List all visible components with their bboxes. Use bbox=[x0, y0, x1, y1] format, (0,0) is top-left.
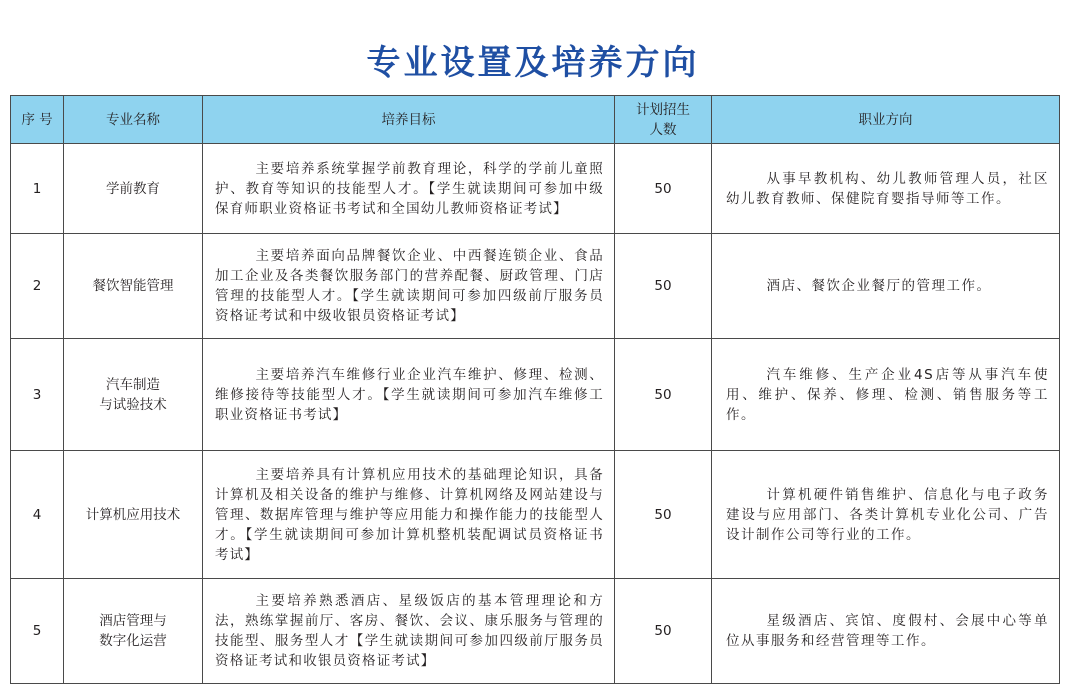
row-career-direction bbox=[712, 144, 1060, 234]
header-training-goal: 培养目标 bbox=[203, 96, 615, 144]
row-enrollment-plan: 50 bbox=[615, 144, 712, 234]
row-major-name bbox=[64, 234, 203, 339]
row-seq: 1 bbox=[11, 144, 64, 234]
training-goal-text: 主要培养熟悉酒店、星级饭店的基本管理理论和方法，熟练掌握前厅、客房、餐饮、会议、康乐服务与管理的技能型、服务型人才【学生就读期间可参加四级前厅服务员资格证考试和收银员资格证考试】 bbox=[215, 593, 604, 669]
table-header-row bbox=[11, 96, 1060, 144]
header-major-name: 专业名称 bbox=[64, 96, 203, 144]
training-goal-text: 主要培养系统掌握学前教育理论，科学的学前儿童照护、教育等知识的技能型人才。【学生就读期间可参加中级保育师职业资格证书考试和全国幼儿教师资格证考试】 bbox=[215, 160, 604, 217]
row-enrollment-plan: 50 bbox=[615, 234, 712, 339]
training-goal-text: 主要培养具有计算机应用技术的基础理论知识，具备计算机及相关设备的维护与维修、计算机网络及网站建设与管理、数据库管理与维护等应用能力和操作能力的技能型人才。【学生就读期间可参加计算机整机装配调试员资格证书考试】 bbox=[215, 466, 604, 563]
row-training-goal bbox=[203, 234, 615, 339]
career-direction-text: 星级酒店、宾馆、度假村、会展中心等单位从事服务和经营管理等工作。 bbox=[726, 613, 1049, 649]
major-name-line1: 酒店管理与 bbox=[99, 613, 167, 629]
row-training-goal bbox=[203, 144, 615, 234]
major-name-line2: 数字化运营 bbox=[99, 633, 167, 649]
major-name-line1: 计算机应用技术 bbox=[85, 506, 181, 523]
career-direction-text: 计算机硬件销售维护、信息化与电子政务建设与应用部门、各类计算机专业化公司、广告设计制作公司等行业的工作。 bbox=[726, 486, 1049, 543]
training-goal-text: 主要培养面向品牌餐饮企业、中西餐连锁企业、食品加工企业及各类餐饮服务部门的营养配餐、厨政管理、门店管理的技能型人才。【学生就读期间可参加四级前厅服务员资格证考试和中级收银员资格证考试】 bbox=[215, 248, 604, 324]
row-major-name bbox=[64, 339, 203, 451]
page-title: 专业设置及培养方向 bbox=[366, 43, 700, 83]
row-major-name bbox=[64, 451, 203, 579]
major-name-line1: 学前教育 bbox=[106, 180, 160, 197]
header-enrollment-plan bbox=[615, 96, 712, 144]
row-training-goal bbox=[203, 451, 615, 579]
row-seq: 4 bbox=[11, 451, 64, 579]
row-enrollment-plan: 50 bbox=[615, 451, 712, 579]
row-seq: 2 bbox=[11, 234, 64, 339]
header-plan-line1: 计划招生 bbox=[636, 101, 690, 118]
row-training-goal bbox=[203, 579, 615, 684]
major-name-line1: 餐饮智能管理 bbox=[92, 278, 174, 294]
table-row bbox=[11, 579, 1060, 684]
major-name-line1: 汽车制造 bbox=[106, 376, 160, 393]
table-row bbox=[11, 144, 1060, 234]
row-major-name bbox=[64, 579, 203, 684]
row-career-direction bbox=[712, 234, 1060, 339]
row-major-name bbox=[64, 144, 203, 234]
majors-table bbox=[10, 95, 1060, 684]
row-career-direction bbox=[712, 339, 1060, 451]
row-enrollment-plan: 50 bbox=[615, 339, 712, 451]
major-name-line2: 与试验技术 bbox=[99, 396, 167, 413]
row-seq: 3 bbox=[11, 339, 64, 451]
row-career-direction bbox=[712, 451, 1060, 579]
career-direction-text: 酒店、餐饮企业餐厅的管理工作。 bbox=[766, 278, 992, 294]
career-direction-text: 从事早教机构、幼儿教师管理人员，社区幼儿教育教师、保健院育婴指导师等工作。 bbox=[726, 170, 1049, 207]
header-seq: 序 号 bbox=[11, 96, 64, 144]
career-direction-text: 汽车维修、生产企业4S店等从事汽车使用、维护、保养、修理、检测、销售服务等工作。 bbox=[726, 366, 1049, 423]
row-career-direction bbox=[712, 579, 1060, 684]
table-row bbox=[11, 234, 1060, 339]
training-goal-text: 主要培养汽车维修行业企业汽车维护、修理、检测、维修接待等技能型人才。【学生就读期间可参加汽车维修工职业资格证书考试】 bbox=[215, 366, 604, 423]
header-plan-line2: 人数 bbox=[649, 121, 677, 138]
header-career-direction: 职业方向 bbox=[712, 96, 1060, 144]
table-row bbox=[11, 451, 1060, 579]
row-training-goal bbox=[203, 339, 615, 451]
row-seq: 5 bbox=[11, 579, 64, 684]
row-enrollment-plan: 50 bbox=[615, 579, 712, 684]
table-row bbox=[11, 339, 1060, 451]
